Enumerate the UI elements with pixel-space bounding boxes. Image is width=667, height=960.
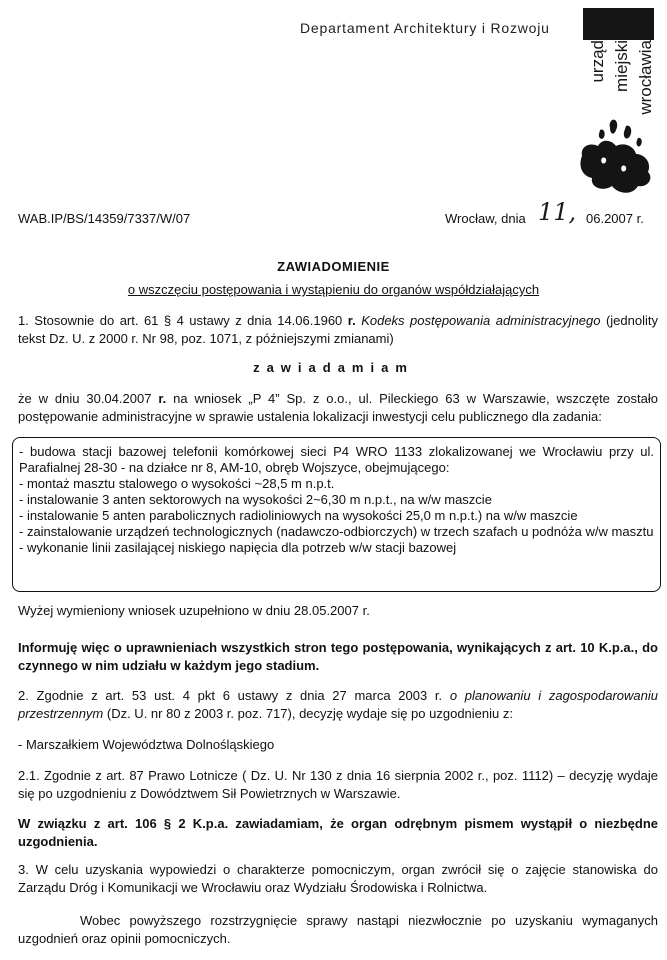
date-suffix: 06.2007 r. (586, 211, 644, 226)
announcement-heading: zawiadamiam (253, 360, 414, 375)
intro-text-b: r. (158, 391, 167, 406)
paragraph-2-act-name: o planowaniu i zagospodarowaniu przestrzennym (18, 688, 658, 721)
paragraph-1-text-b: r. (347, 313, 362, 328)
intro-text-c: na wniosek „P 4” Sp. z o.o., ul. Pileckiego 63 w Warszawie, wszczęte zostało postępowanie administracyjne w sprawie ustalenia lokalizacji inwestycji celu publicznego dla zadania: (18, 391, 658, 424)
task-scope-box (12, 437, 661, 592)
city-logo-dwarf-icon (572, 116, 656, 200)
notice-paragraph: W związku z art. 106 § 2 K.p.a. zawiadamiam, że organ odrębnym pismem wystąpił o niezbędne uzgodnienia. (18, 816, 658, 849)
inform-paragraph: Informuję więc o uprawnieniach wszystkich stron tego postępowania, wynikających z art. 10 K.p.a., do czynnego w nim udziału w każdym jego stadium. (18, 640, 658, 673)
closing-paragraph: Wobec powyższego rozstrzygnięcie sprawy nastąpi niezwłocznie po uzyskaniu wymaganych uzgodnień oraz opinii pomocniczych. (18, 913, 658, 946)
document-subtitle: o wszczęciu postępowania i wystąpieniu do organów współdziałających (127, 282, 540, 297)
intro-paragraph (18, 390, 658, 425)
task-item: - instalowanie 3 anten sektorowych na wysokości 2~6,30 m n.p.t., na w/w maszcie (19, 492, 492, 507)
paragraph-2-item: - Marszałkiem Województwa Dolnośląskiego (18, 737, 275, 752)
task-item: - instalowanie 5 anten parabolicznych radioliniowych na wysokości 25,0 m n.p.t.) na w/w maszcie (19, 508, 578, 523)
paragraph-2-1: 2.1. Zgodnie z art. 87 Prawo Lotnicze ( Dz. U. Nr 130 z dnia 16 sierpnia 2002 r., poz. 1112) – decyzję wydaje się po uzgodnieniu z Dowództwem Sił Powietrznych w Warszawie. (18, 768, 658, 801)
task-item: - zainstalowanie urządzeń technologicznych (nadawczo-odbiorczych) w trzech szafach u podnóża w/w masztu (19, 524, 654, 539)
logo-text-miejski: miejski (612, 40, 631, 92)
paragraph-3: 3. W celu uzyskania wypowiedzi o charakterze pomocniczym, organ zwrócił się o zajęcie stanowiska do Zarządu Dróg i Komunikacji we Wrocławiu oraz Wydziału Środowiska i Rolnictwa. (18, 862, 658, 895)
logo-text-wroclawia: wrocławia (636, 40, 655, 115)
paragraph-1 (18, 312, 658, 347)
department-name: Departament Architektury i Rozwoju (300, 20, 550, 36)
supplement-paragraph: Wyżej wymieniony wniosek uzupełniono w dniu 28.05.2007 r. (18, 603, 370, 618)
paragraph-1-text-a: 1. Stosownie do art. 61 § 4 ustawy z dnia 14.06.1960 (18, 313, 348, 328)
logo-black-bar (583, 8, 654, 40)
logo-text-urzad: urząd (588, 40, 607, 83)
paragraph-1-text-d: (jednolity tekst Dz. U. z 2000 r. Nr 98, poz. 1071, z późniejszymi zmianami) (18, 313, 658, 346)
date-prefix: Wrocław, dnia (445, 211, 526, 226)
intro-text-a: że w dniu 30.04.2007 (18, 391, 159, 406)
handwritten-day: 11, (538, 198, 577, 226)
reference-number: WAB.IP/BS/14359/7337/W/07 (18, 211, 191, 226)
paragraph-2 (18, 687, 658, 722)
task-item: - wykonanie linii zasilającej niskiego napięcia dla potrzeb w/w stacji bazowej (19, 540, 457, 555)
paragraph-2-text-c: (Dz. U. nr 80 z 2003 r. poz. 717), decyzję wydaje się po uzgodnieniu z: (103, 705, 513, 721)
paragraph-2-text-a: 2. Zgodnie z art. 53 ust. 4 pkt 6 ustawy z dnia 27 marca 2003 r. (18, 688, 450, 703)
task-item: - montaż masztu stalowego o wysokości ~28,5 m n.p.t. (19, 476, 335, 491)
document-title: ZAWIADOMIENIE (277, 259, 390, 274)
task-item: - budowa stacji bazowej telefonii komórkowej sieci P4 WRO 1133 zlokalizowanej we Wrocławiu przy ul. Parafialnej 28-30 - na działce nr 8, AM-10, obręb Wojszyce, obejmującego: (19, 444, 654, 475)
paragraph-1-code-name: Kodeks postępowania administracyjnego (361, 313, 601, 328)
